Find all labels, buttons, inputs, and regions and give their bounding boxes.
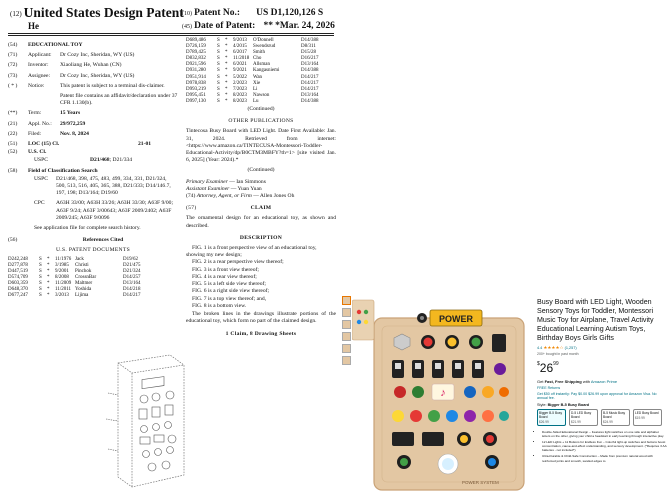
reference-name: Pinchok bbox=[75, 268, 92, 274]
svg-text:♪: ♪ bbox=[440, 387, 446, 399]
assistant-examiner: Assistant Examiner — Yuan Yuan bbox=[186, 185, 262, 192]
reference-cls: D8/311 bbox=[301, 44, 316, 50]
reference-s: S bbox=[217, 44, 220, 50]
references-cited-heading: (56) References Cited bbox=[8, 237, 124, 244]
reference-date: 5/2022 bbox=[233, 74, 247, 80]
reference-star: * bbox=[47, 293, 50, 299]
reference-date: 8/2008 bbox=[55, 274, 69, 280]
patent-drawing-busy-board bbox=[104, 353, 192, 495]
reference-num: D242,248 bbox=[8, 256, 28, 262]
figure-description: FIG. 5 is a left side view thereof; bbox=[192, 281, 266, 288]
prime-link[interactable]: Amazon Prime bbox=[590, 379, 618, 384]
claims-sheets-count: 1 Claim, 8 Drawing Sheets bbox=[225, 331, 297, 338]
reference-star: * bbox=[47, 262, 50, 268]
reference-date: 6/2021 bbox=[233, 62, 247, 68]
reference-list-right bbox=[186, 38, 336, 105]
figure-description: FIG. 8 is a bottom view. bbox=[192, 302, 247, 309]
claim-text: The ornamental design for an educational toy, as shown and described. bbox=[186, 215, 336, 229]
product-listing bbox=[340, 288, 671, 498]
reference-cls: D14/257 bbox=[123, 274, 141, 280]
reference-row bbox=[8, 293, 178, 299]
reference-cls: D14/388 bbox=[301, 98, 319, 104]
thumbnail-5[interactable] bbox=[342, 344, 351, 353]
reference-date: 6/2017 bbox=[233, 50, 247, 56]
reference-star: * bbox=[47, 281, 50, 287]
product-bullet: • Double-Sided Educational Design – Features light switches on one side and alphabet letters on the other, giving your child a headstart in early learning through interactive play. bbox=[542, 430, 667, 438]
style-option-price: $24.99 bbox=[603, 420, 613, 424]
reference-s: S bbox=[217, 62, 220, 68]
description-heading: DESCRIPTION bbox=[239, 234, 283, 241]
other-publications-text: Tintecosa Busy Board with LED Light. Date First Available: Jan. 31, 2024. Retrieved from internet: <https://www.amazon.ca/TINTECUSA-Montessori-Toddler-Educational-Activity/dp/B0CTM3MBFY?th=1> [site visited Jan. 6, 2025] (Year: 2024).* bbox=[186, 128, 336, 164]
reference-date: 11/2011 bbox=[55, 287, 72, 293]
figure-descriptions bbox=[186, 245, 336, 310]
reference-s: S bbox=[217, 68, 220, 74]
reference-star: * bbox=[225, 50, 228, 56]
reference-name: Li bbox=[253, 86, 258, 92]
reference-num: D993,219 bbox=[186, 86, 206, 92]
reference-s: S bbox=[39, 287, 42, 293]
reference-num: D689,486 bbox=[186, 38, 206, 43]
reference-num: D951,914 bbox=[186, 74, 206, 80]
field-filed: (22) Filed: Nov. 8, 2024 bbox=[8, 130, 89, 137]
style-option-price: $26.99 bbox=[539, 420, 549, 424]
field-classification-uspc: USPC D21/468, 398, 475, 483, 499, 334, 331, D21/324, 500, 513, 516, 405, 365, 388, D21/333; D14/146.7, 197, 198; D13/164; D19/60 bbox=[34, 175, 171, 197]
style-option[interactable] bbox=[633, 409, 662, 426]
product-image-busy-board[interactable] bbox=[352, 292, 534, 494]
style-option-name: LED Busy Board bbox=[635, 411, 659, 415]
reference-num: D789,425 bbox=[186, 50, 206, 56]
reference-num: D648,370 bbox=[8, 287, 28, 293]
reference-star: * bbox=[225, 98, 228, 104]
reference-star: * bbox=[225, 86, 228, 92]
reference-date: 3/1985 bbox=[55, 262, 69, 268]
reference-cls: D15/28 bbox=[301, 50, 316, 56]
header-rule bbox=[8, 33, 334, 34]
product-info bbox=[537, 298, 667, 465]
reference-s: S bbox=[39, 262, 42, 268]
reference-star: * bbox=[47, 268, 50, 274]
reference-num: D921,596 bbox=[186, 62, 206, 68]
reference-num: D277,878 bbox=[8, 262, 28, 268]
visa-promo-link[interactable]: Get $50 off instantly: Pay $0.00 $26.99 upon approval for Amazon Visa. No annual fee. bbox=[537, 392, 657, 400]
reference-date: 11/2018 bbox=[233, 56, 250, 62]
style-option[interactable] bbox=[601, 409, 630, 426]
product-bullets bbox=[537, 430, 667, 463]
reference-num: D447,519 bbox=[8, 268, 28, 274]
reference-num: D603,359 bbox=[8, 281, 28, 287]
figure-description: FIG. 2 is a rear perspective view thereof; bbox=[192, 259, 284, 266]
shipping-info: Get Fast, Free Shipping with Amazon Prime bbox=[537, 379, 618, 384]
reference-s: S bbox=[39, 268, 42, 274]
reference-date: 11/2009 bbox=[55, 281, 72, 287]
reference-name: Allsman bbox=[253, 62, 270, 68]
reference-s: S bbox=[217, 98, 220, 104]
star-rating-icon: ★★★★☆ bbox=[543, 345, 564, 350]
thumbnail-strip bbox=[342, 296, 350, 368]
product-bullet: • Ultra-Durable & Child-Safe Construction – Made from premium natural wood with reinforced joints and smooth, sanded edges to bbox=[542, 454, 667, 462]
reference-star: * bbox=[225, 68, 228, 74]
figure-description: FIG. 4 is a rear view thereof; bbox=[192, 273, 257, 280]
reference-num: D995,451 bbox=[186, 92, 206, 98]
reference-date: 8/2023 bbox=[233, 98, 247, 104]
reference-num: D726,159 bbox=[186, 44, 206, 50]
reference-num: D832,832 bbox=[186, 56, 206, 62]
other-publications-continued: (Continued) bbox=[247, 167, 275, 174]
claim-heading: (57) CLAIM bbox=[186, 205, 272, 212]
us-patent-documents-heading: U.S. PATENT DOCUMENTS bbox=[55, 247, 131, 254]
patent-date-line: (45) Date of Patent: ** *Mar. 24, 2026 bbox=[182, 21, 335, 31]
style-option-name: B-5 Music Busy Board bbox=[603, 411, 626, 419]
reference-s: S bbox=[39, 274, 42, 280]
header-rule-thin bbox=[8, 35, 334, 36]
reference-s: S bbox=[217, 80, 220, 86]
reference-cls: D14/388 bbox=[301, 38, 319, 43]
style-option-name: Bigger B-5 Busy Board bbox=[539, 411, 563, 419]
patent-number-line: (10) Patent No.: US D1,120,126 S bbox=[182, 8, 324, 18]
reference-s: S bbox=[39, 281, 42, 287]
reference-num: D574,709 bbox=[8, 274, 28, 280]
reference-date: 2/2023 bbox=[233, 80, 247, 86]
reference-star: * bbox=[225, 44, 228, 50]
thumbnail-6[interactable] bbox=[342, 356, 351, 365]
style-options bbox=[537, 409, 667, 426]
style-option-price: $21.99 bbox=[571, 420, 581, 424]
other-publications-heading: OTHER PUBLICATIONS bbox=[228, 118, 294, 125]
field-us-cl: (52) U.S. Cl. bbox=[8, 149, 47, 156]
reference-list-left bbox=[8, 257, 178, 300]
reference-cls: D14/217 bbox=[301, 86, 319, 92]
product-bullet: • 12 LED Lights + 11 Buttons for Endless Fun – Colorful light-up switches and buttons boost concentration, cause-and-effect understanding, and sensory development. (*Requires 3 AA batteries - not included*) bbox=[542, 440, 667, 452]
reference-num: D677,247 bbox=[8, 293, 28, 299]
field-loc: (51) LOC (15) Cl. 21-01 bbox=[8, 141, 152, 148]
figure-description: FIG. 3 is a front view thereof; bbox=[192, 266, 259, 273]
product-price: $^{\$}26^{99}$ bbox=[537, 361, 559, 375]
references-continued: (Continued) bbox=[247, 106, 275, 113]
style-selector-label: Style: Bigger B-5 Busy Board bbox=[537, 403, 590, 407]
reference-star: * bbox=[47, 287, 50, 293]
reference-cls: D14/217 bbox=[301, 74, 319, 80]
reference-date: 9/2021 bbox=[233, 68, 247, 74]
reference-cls: D14/218 bbox=[123, 287, 141, 293]
field-appl-no: (21) Appl. No.: 29/972,259 bbox=[8, 120, 86, 127]
reference-name: Xie bbox=[253, 80, 261, 86]
reference-name: O'Donnell bbox=[253, 38, 274, 43]
reference-s: S bbox=[217, 74, 220, 80]
thumbnail-4[interactable] bbox=[342, 332, 351, 341]
field-term: (**) Term: 15 Years bbox=[8, 110, 81, 117]
field-us-cl-value: USPC D21/468; D21/334 bbox=[34, 157, 133, 164]
field-assignee: (73) Assignee: Dr Cozy Inc, Sheridan, WY (US) bbox=[8, 72, 135, 79]
rating-row[interactable]: 4.4 ★★★★☆ (1,257) bbox=[537, 345, 577, 350]
field-classification: (58) Field of Classification Search bbox=[8, 167, 98, 174]
reference-date: 9/2013 bbox=[233, 38, 247, 43]
reference-cls: D21/324 bbox=[123, 268, 141, 274]
thumbnail-3[interactable] bbox=[342, 320, 351, 329]
reference-cls: D16/217 bbox=[301, 56, 319, 62]
free-returns-link[interactable]: FREE Returns bbox=[537, 386, 561, 390]
reference-name: Kangasniemi bbox=[253, 68, 280, 74]
reference-name: Lijima bbox=[75, 293, 89, 299]
primary-examiner: Primary Examiner — Ian Simmons bbox=[186, 178, 266, 185]
reference-date: 7/2023 bbox=[233, 86, 247, 92]
reference-cls: D13/164 bbox=[301, 92, 319, 98]
reference-star: * bbox=[225, 74, 228, 80]
reference-name: Maltmer bbox=[75, 281, 93, 287]
patent-header-title: (12) United States Design Patent bbox=[10, 5, 184, 20]
patent-right-column bbox=[186, 38, 336, 342]
style-option[interactable] bbox=[537, 409, 566, 426]
bought-past-month: 200+ bought in past month bbox=[537, 352, 579, 356]
reference-cls: D14/217 bbox=[301, 80, 319, 86]
figure-description: FIG. 7 is a top view thereof; and, bbox=[192, 295, 267, 302]
reference-date: 9/2001 bbox=[55, 268, 69, 274]
reference-s: S bbox=[217, 92, 220, 98]
reference-star: * bbox=[225, 80, 228, 86]
figure-description: FIG. 6 is a right side view thereof; bbox=[192, 288, 270, 295]
patent-header-inventor: He bbox=[28, 21, 39, 31]
reference-s: S bbox=[39, 293, 42, 299]
reference-s: S bbox=[217, 86, 220, 92]
thumbnail-1[interactable] bbox=[342, 296, 351, 305]
reference-num: D978,838 bbox=[186, 80, 206, 86]
reference-star: * bbox=[225, 92, 228, 98]
field-applicant: (71) Applicant: Dr Cozy Inc, Sheridan, WY (US) bbox=[8, 52, 135, 59]
reference-s: S bbox=[217, 38, 220, 43]
reference-name: Lu bbox=[253, 98, 259, 104]
reference-cls: D14/217 bbox=[123, 293, 141, 299]
patent-left-column bbox=[8, 42, 178, 299]
reference-name: Yoshida bbox=[75, 287, 92, 293]
style-option-name: D-5 LED Busy Board bbox=[571, 411, 592, 419]
power-sign-text: POWER bbox=[438, 314, 474, 324]
board-brand-text: POWER SYSTEM bbox=[462, 480, 499, 485]
reference-date: 4/2015 bbox=[233, 44, 247, 50]
reference-star: * bbox=[47, 256, 50, 262]
reference-cls: D13/164 bbox=[123, 281, 141, 287]
reference-cls: D13/164 bbox=[301, 62, 319, 68]
reference-s: S bbox=[217, 50, 220, 56]
style-option-price: $19.99 bbox=[635, 416, 645, 420]
see-application-file: See application file for complete search history. bbox=[34, 225, 141, 232]
reference-cls: D14/388 bbox=[301, 68, 319, 74]
product-title: Busy Board with LED Light, Wooden Sensory Toys for Toddler, Montessori Music Toy for Airplane, Travel Activity Educational Learning Autism Toys, Birthday Boys Girls Gifts bbox=[537, 298, 654, 342]
field-inventor: (72) Inventor: Xiaoliang He, Wuhan (CN) bbox=[8, 62, 122, 69]
broken-lines-note: The broken lines in the drawings illustrate portions of the educational toy, which form no part of the claimed design. bbox=[186, 310, 336, 325]
figure-description: FIG. 1 is a front perspective view of an educational toy, showing my new design; bbox=[186, 245, 317, 259]
reference-num: D997,130 bbox=[186, 98, 206, 104]
field-title: (54) EDUCATIONAL TOY bbox=[8, 42, 83, 48]
notice-affidavit: Patent file contains an affidavit/declaration under 37 CFR 1.130(b). bbox=[60, 93, 178, 107]
reference-name: Christi bbox=[75, 262, 89, 268]
reference-s: S bbox=[39, 256, 42, 262]
style-option[interactable] bbox=[569, 409, 598, 426]
reference-date: 11/1976 bbox=[55, 256, 72, 262]
reference-name: Nawson bbox=[253, 92, 270, 98]
reference-cls: D21/475 bbox=[123, 262, 141, 268]
field-classification-cpc: CPC A63H 33/00; A63H 33/26; A63H 33/30; A63F 9/00; A63F 9/24; A63F 3/00643; A63F 2009/2402; A63F 2009/245; A63F 9/0096 bbox=[34, 200, 174, 221]
reference-name: CrossnBar bbox=[75, 274, 97, 280]
reference-name: Smith bbox=[253, 50, 265, 56]
reference-date: 3/2013 bbox=[55, 293, 69, 299]
reference-star: * bbox=[225, 38, 228, 43]
thumbnail-2[interactable] bbox=[342, 308, 351, 317]
reference-name: Cho bbox=[253, 56, 262, 62]
reference-name: Swendsrud bbox=[253, 44, 276, 50]
attorney: (74) Attorney, Agent, or Firm — Allen Jones Oh bbox=[186, 193, 295, 200]
field-notice: ( * ) Notice: This patent is subject to a terminal dis-claimer. bbox=[8, 82, 165, 89]
reference-star: * bbox=[225, 62, 228, 68]
reference-s: S bbox=[217, 56, 220, 62]
reference-cls: D19/62 bbox=[123, 256, 138, 262]
reference-date: 8/2023 bbox=[233, 92, 247, 98]
reference-row bbox=[186, 99, 336, 105]
reference-star: * bbox=[47, 274, 50, 280]
reference-name: Jack bbox=[75, 256, 84, 262]
reference-star: * bbox=[225, 56, 228, 62]
reference-num: D931,280 bbox=[186, 68, 206, 74]
reference-name: Wan bbox=[253, 74, 263, 80]
